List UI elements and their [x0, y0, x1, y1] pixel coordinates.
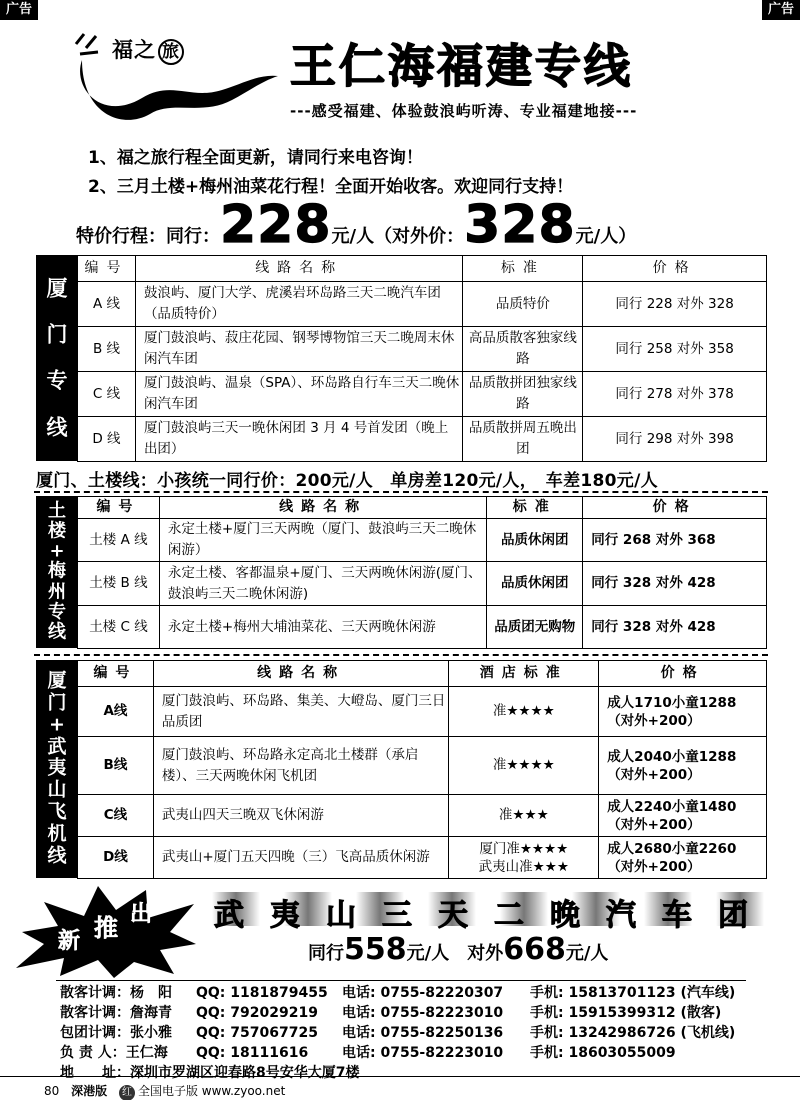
address: 地 址：深圳市罗湖区迎春路8号安华大厦7楼	[60, 1065, 360, 1081]
divider	[34, 654, 768, 656]
table-row: D线 武夷山+厦门五天四晚（三）飞高品质休闲游 厦门准★★★★ 武夷山准★★★ 成人2680小童2260 （对外+200）	[78, 837, 767, 879]
edition: 深港版	[71, 1084, 108, 1098]
special-price-line	[76, 195, 636, 255]
table-row: B线 厦门鼓浪屿、环岛路永定高北土楼群（承启楼）、三天两晚休闲飞机团 准★★★★ 成人2040小童1288 （对外+200）	[78, 737, 767, 795]
xiamen-route-table	[77, 255, 767, 462]
page-footer	[44, 1082, 293, 1100]
special-label: 特价行程：同行：	[76, 226, 220, 247]
divider	[34, 491, 768, 493]
section-xiamen-label: 厦 门 专 线	[36, 255, 78, 461]
table-row: A 线 鼓浪屿、厦门大学、虎溪岩环岛路三天二晚汽车团（品质特价） 品质特价 同行 228 对外 328	[78, 282, 767, 327]
table-row: B 线 厦门鼓浪屿、菽庄花园、钢琴博物馆三天二晚周末休闲汽车团 高品质散客独家线路 同行 258 对外 358	[78, 327, 767, 372]
burst-char-2: 推	[94, 914, 118, 942]
page-subtitle: ---感受福建、体验鼓浪屿听涛、专业福建地接---	[290, 102, 638, 120]
notice-2: 2、三月土楼+梅州油菜花行程！全面开始收客。欢迎同行支持！	[88, 177, 574, 197]
surcharge-bar: 厦门、土楼线：小孩统一同行价：200元/人 单房差120元/人， 车差180元/人	[36, 471, 658, 491]
circle-icon: 红	[119, 1085, 135, 1100]
logo-text: 福之 旅	[112, 34, 184, 65]
promo-peer-price: 558	[344, 932, 407, 967]
table-row: 土楼 A 线 永定土楼+厦门三天两晚（厦门、鼓浪屿三天二晚休闲游） 品质休闲团 同行 268 对外 368	[78, 519, 767, 562]
burst-char-3: 出	[130, 902, 153, 927]
ad-label-right: 广告	[762, 0, 800, 20]
special-unit-2: 元/人）	[575, 226, 637, 247]
divider	[0, 1076, 800, 1077]
logo-chop: 旅	[158, 39, 184, 65]
section-tulou-label: 土 楼 + 梅 州 专 线	[36, 496, 78, 648]
special-peer-price: 228	[220, 195, 332, 255]
page-number: 80	[44, 1084, 60, 1098]
table-header: 编号 线路名称 酒店标准 价格	[78, 661, 767, 687]
table-row: D 线 厦门鼓浪屿三天一晚休闲团 3 月 4 号首发团（晚上出团） 品质散拼周五晚出团 同行 298 对外 398	[78, 417, 767, 462]
ad-label-left: 广告	[0, 0, 38, 20]
table-header: 编号 线路名称 标准 价格	[78, 256, 767, 282]
table-row: C 线 厦门鼓浪屿、温泉（SPA）、环岛路自行车三天二晚休闲汽车团 品质散拼团独家线路 同行 278 对外 378	[78, 372, 767, 417]
table-header: 编号 线路名称 标准 价格	[78, 497, 767, 519]
brand-logo	[72, 30, 282, 120]
burst-char-1: 新	[58, 929, 81, 954]
special-public-price: 328	[464, 195, 576, 255]
table-row: C线 武夷山四天三晚双飞休闲游 准★★★ 成人2240小童1480 （对外+200）	[78, 795, 767, 837]
special-unit-1: 元/人（对外价：	[331, 226, 465, 247]
section-wuyishan-label: 厦 门 + 武 夷 山 飞 机 线	[36, 660, 78, 878]
wuyishan-route-table	[77, 660, 767, 879]
promo-title: 武夷山三天二晚汽车团	[214, 898, 774, 933]
site-link[interactable]: 全国电子版 www.zyoo.net	[137, 1084, 286, 1098]
promo-price: 同行558元/人 对外668元/人	[308, 932, 609, 967]
table-row: A线 厦门鼓浪屿、环岛路、集美、大嶝岛、厦门三日品质团 准★★★★ 成人1710小童1288 （对外+200）	[78, 687, 767, 737]
page-title: 王仁海福建专线	[290, 39, 633, 93]
tulou-route-table	[77, 496, 767, 649]
divider	[56, 980, 746, 981]
table-row: 土楼 B 线 永定土楼、客都温泉+厦门、三天两晚休闲游(厦门、鼓浪屿三天二晚休闲游) 品质休闲团 同行 328 对外 428	[78, 562, 767, 606]
notice-1: 1、福之旅行程全面更新，请同行来电咨询！	[88, 148, 423, 168]
table-row: 土楼 C 线 永定土楼+梅州大埔油菜花、三天两晚休闲游 品质团无购物 同行 328 对外 428	[78, 606, 767, 649]
promo-public-price: 668	[503, 932, 566, 967]
